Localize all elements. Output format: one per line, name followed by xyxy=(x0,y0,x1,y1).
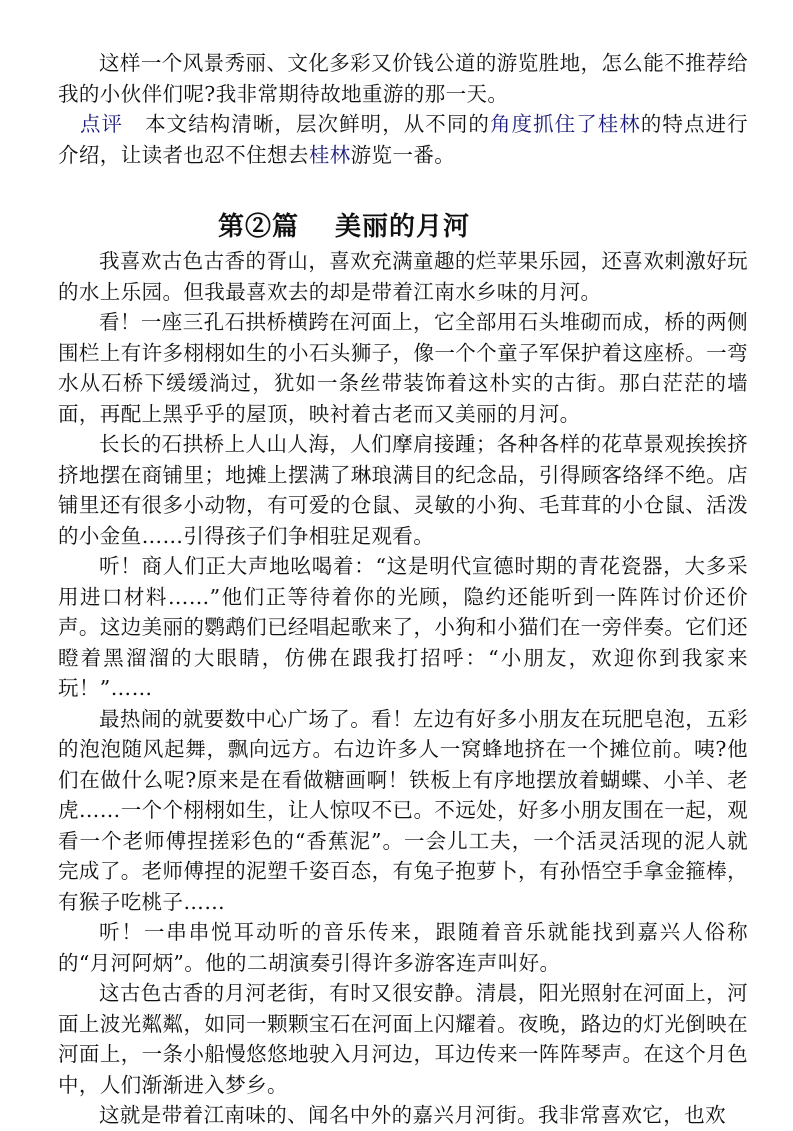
article-paragraph: 这就是带着江南味的、闻名中外的嘉兴月河街。我非常喜欢它，也欢 xyxy=(99,1103,726,1127)
comment-highlight-2: 桂林 xyxy=(308,142,351,167)
document-page xyxy=(58,48,748,1131)
comment-highlight-1: 角度抓住了桂林 xyxy=(489,112,641,136)
article-paragraph: 听！商人们正大声地吆喝着：“这是明代宣德时期的青花瓷器，大多采用进口材料……”他们正等待着你的光顾，隐约还能听到一阵阵讨价还价声。这边美丽的鹦鹉们已经唱起歌来了，小狗和小猫们在一旁伴奏。它们还瞪着黑溜溜的大眼睛，仿佛在跟我打招呼：“小朋友，欢迎你到我家来玩！”…… xyxy=(58,554,748,700)
comment-paragraph xyxy=(58,109,748,170)
comment-label: 点评 xyxy=(80,112,124,136)
comment-text-1: 本文结构清晰，层次鲜明，从不同的 xyxy=(145,112,490,136)
intro-paragraph: 这样一个风景秀丽、文化多彩又价钱公道的游览胜地，怎么能不推荐给我的小伙伴们呢?我非常期待故地重游的那一天。 xyxy=(58,51,748,106)
comment-text-2: 的特点进行介绍，让读者也忍不住想去 xyxy=(58,112,748,167)
article-paragraph: 我喜欢古色古香的胥山，喜欢充满童趣的烂苹果乐园，还喜欢刺激好玩的水上乐园。但我最喜欢去的却是带着江南水乡味的月河。 xyxy=(58,249,748,304)
article-paragraph: 长长的石拱桥上人山人海，人们摩肩接踵；各种各样的花草景观挨挨挤挤地摆在商铺里；地摊上摆满了琳琅满目的纪念品，引得顾客络绎不绝。店铺里还有很多小动物，有可爱的仓鼠、灵敏的小狗、毛茸茸的小仓鼠、活泼的小金鱼……引得孩子们争相驻足观看。 xyxy=(58,432,748,548)
article-paragraph: 听！一串串悦耳动听的音乐传来，跟随着音乐就能找到嘉兴人俗称的“月河阿炳”。他的二胡演奏引得许多游客连声叫好。 xyxy=(58,920,748,975)
article-title-number: 第②篇 xyxy=(218,212,300,242)
article-paragraph: 最热闹的就要数中心广场了。看！左边有好多小朋友在玩肥皂泡，五彩的泡泡随风起舞，飘向远方。右边许多人一窝蜂地挤在一个摊位前。咦?他们在做什么呢?原来是在看做糖画啊！铁板上有序地摆放着蝴蝶、小羊、老虎……一个个栩栩如生，让人惊叹不已。不远处，好多小朋友围在一起，观看一个老师傅捏搓彩色的“香蕉泥”。一会儿工夫，一个活灵活现的泥人就完成了。老师傅捏的泥塑千姿百态，有兔子抱萝卜，有孙悟空手拿金箍棒，有猴子吃桃子…… xyxy=(58,706,748,914)
comment-text-3: 游览一番。 xyxy=(350,142,456,167)
article-paragraph: 看！一座三孔石拱桥横跨在河面上，它全部用石头堆砌而成，桥的两侧围栏上有许多栩栩如生的小石头狮子，像一个个童子军保护着这座桥。一弯水从石桥下缓缓淌过，犹如一条丝带装饰着这朴实的古街。那白茫茫的墙面，再配上黑乎乎的屋顶，映衬着古老而又美丽的月河。 xyxy=(58,310,748,426)
article-paragraph: 这古色古香的月河老街，有时又很安静。清晨，阳光照射在河面上，河面上波光粼粼，如同一颗颗宝石在河面上闪耀着。夜晚，路边的灯光倒映在河面上，一条小船慢悠悠地驶入月河边，耳边传来一阵阵琴声。在这个月色中，人们渐渐进入梦乡。 xyxy=(58,981,748,1097)
article-title-text: 美丽的月河 xyxy=(335,212,471,242)
article-title xyxy=(58,210,748,244)
